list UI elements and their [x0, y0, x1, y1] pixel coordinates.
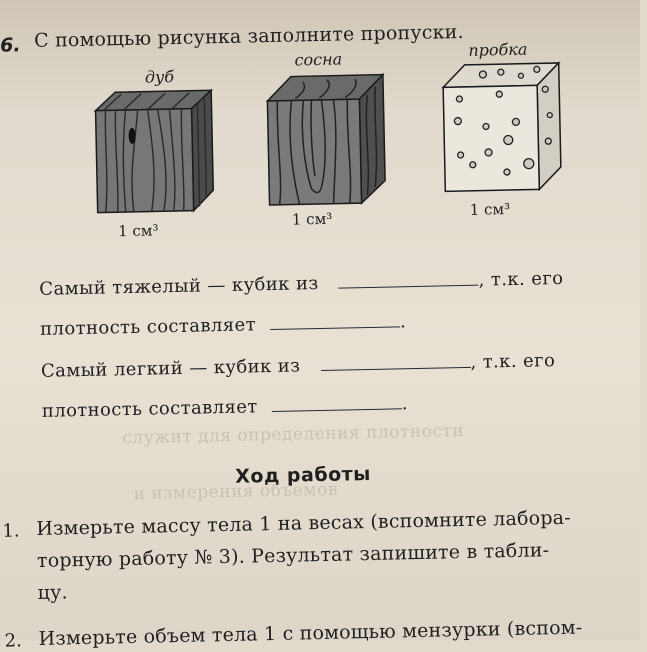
step-1-line-3: цу.	[37, 581, 68, 604]
lightest-statement	[41, 347, 556, 382]
lightest-density-blank[interactable]	[271, 390, 401, 412]
density-line-1	[40, 308, 407, 340]
task-instruction: С помощью рисунка заполните пропуски.	[33, 20, 464, 52]
heaviest-prefix: Самый тяжелый — кубик из	[39, 273, 319, 300]
heaviest-statement	[39, 265, 564, 300]
density-line-2	[42, 390, 409, 422]
lightest-suffix: , т.к. его	[470, 350, 556, 373]
cube-label-cork: пробка	[468, 39, 528, 60]
heaviest-density-blank[interactable]	[270, 308, 400, 330]
heaviest-suffix: , т.к. его	[478, 267, 564, 291]
task-number: 6.	[0, 34, 21, 57]
density-prefix-2: плотность составляет	[41, 396, 258, 422]
pine-cube-illustration	[263, 71, 390, 210]
step-1-line-2: торную работу № 3). Результат запишите в табли-	[36, 539, 550, 572]
cube-volume-pine: 1 см³	[291, 209, 333, 229]
cube-label-oak: дуб	[144, 67, 175, 87]
density-period-2: .	[401, 393, 409, 415]
cube-volume-oak: 1 см³	[117, 221, 159, 241]
section-title: Ход работы	[235, 462, 372, 488]
step-1-number: 1.	[2, 520, 20, 542]
lightest-prefix: Самый легкий — кубик из	[40, 355, 301, 382]
step-2-number: 2.	[4, 630, 23, 652]
density-prefix-1: плотность составляет	[39, 314, 257, 340]
bleed-through-line-1: служит для определения плотности	[122, 421, 465, 449]
density-period-1: .	[399, 311, 407, 333]
cube-volume-cork: 1 см³	[469, 199, 511, 219]
cork-cube-illustration	[439, 59, 566, 198]
cube-label-pine: сосна	[294, 49, 343, 70]
bleed-through-line-2: и измерения объемов	[133, 479, 339, 504]
oak-cube-illustration	[91, 86, 218, 217]
heaviest-material-blank[interactable]	[338, 267, 478, 289]
lightest-material-blank[interactable]	[320, 349, 470, 371]
step-1-line-1: Измерьте массу тела 1 на весах (вспомните лабора-	[36, 506, 572, 540]
step-2-line-1: Измерьте объем тела 1 с помощью мензурки (вспом-	[38, 616, 583, 650]
